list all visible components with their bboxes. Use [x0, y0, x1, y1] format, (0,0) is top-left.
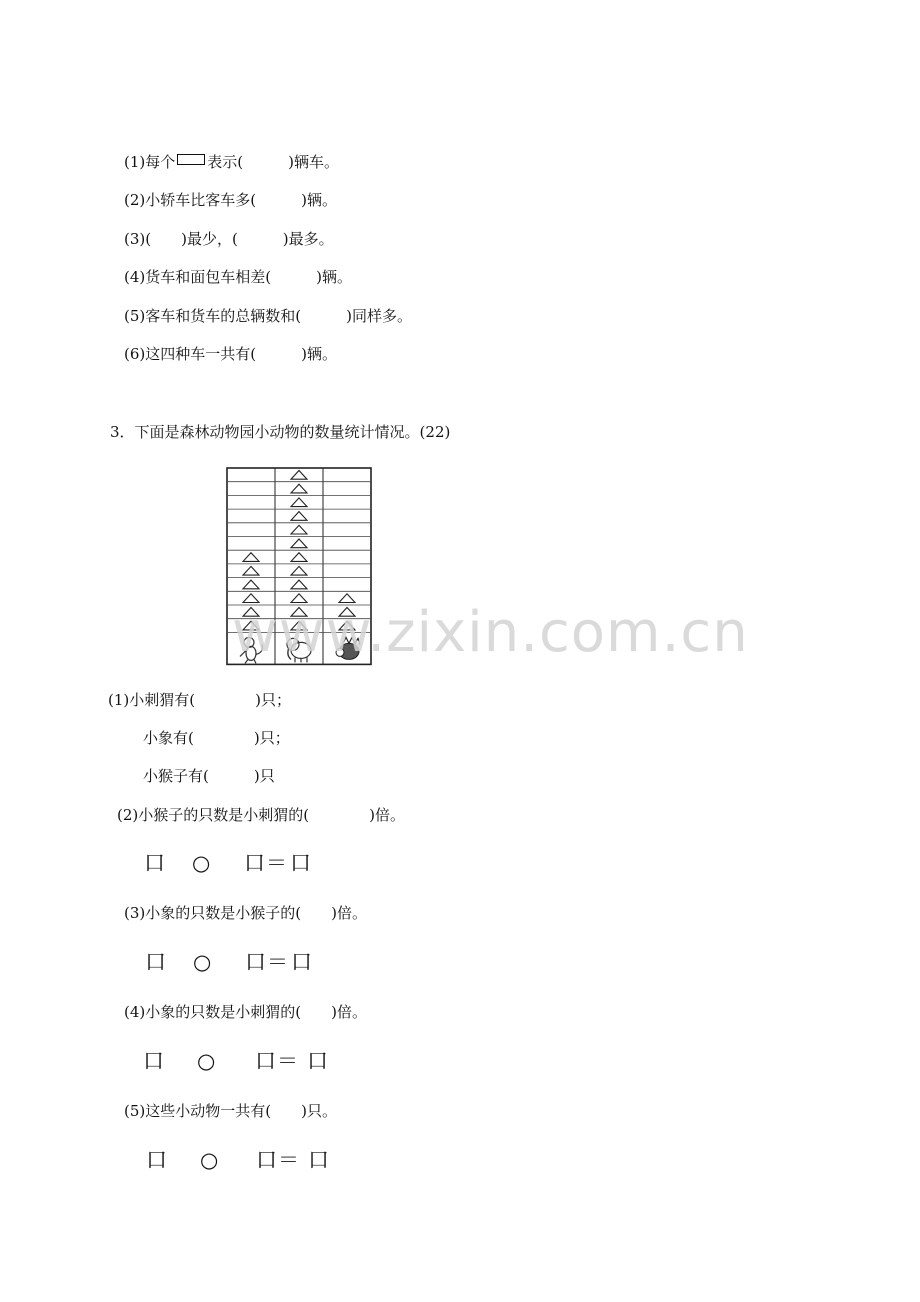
answer-box: 口 [145, 950, 166, 974]
triangle-mark-elephant [291, 580, 307, 589]
section-3-heading: 3．下面是森林动物园小动物的数量统计情况。(22) [110, 423, 451, 441]
answer-box: 口 [244, 851, 265, 875]
triangle-mark-elephant [291, 498, 307, 507]
equation-row-3 [143, 1049, 343, 1075]
answer-box: 口 [146, 1148, 167, 1172]
q1-line [124, 152, 339, 172]
answer-box: 口 [255, 1049, 276, 1073]
triangle-mark-elephant [291, 512, 307, 521]
triangle-mark-elephant [291, 525, 307, 534]
s3-q5: (5)这些小动物一共有( )只。 [124, 1102, 337, 1120]
triangle-mark-elephant [291, 566, 307, 575]
rectangle-symbol-icon [177, 154, 205, 165]
triangle-mark-elephant [291, 471, 307, 480]
operator-circle: ○ [193, 950, 212, 974]
q4-line: (4)货车和面包车相差( )辆。 [124, 268, 352, 286]
triangle-mark-elephant [291, 553, 307, 562]
equation-row-2 [145, 950, 345, 976]
s3-q4: (4)小象的只数是小刺猬的( )倍。 [124, 1003, 367, 1021]
watermark: www.zixin.com.cn [232, 600, 749, 665]
answer-box: 口 [308, 1148, 329, 1172]
equation-row-1 [144, 851, 344, 877]
q1-text-before: (1)每个 [124, 153, 176, 171]
triangle-mark-elephant [291, 484, 307, 493]
operator-circle: ○ [192, 851, 211, 875]
s3-q1a: (1)小刺猬有( )只； [108, 691, 291, 709]
q3-line: (3)( )最少，( )最多。 [124, 230, 334, 248]
equals-sign: ＝ [266, 851, 287, 875]
triangle-mark-monkey [243, 566, 259, 575]
answer-box: 口 [307, 1049, 328, 1073]
q5-line: (5)客车和货车的总辆数和( )同样多。 [124, 307, 412, 325]
answer-box: 口 [143, 1049, 164, 1073]
answer-box: 口 [256, 1148, 277, 1172]
operator-circle: ○ [197, 1049, 216, 1073]
s3-q2: (2)小猴子的只数是小刺猬的( )倍。 [117, 806, 405, 824]
q2-line: (2)小轿车比客车多( )辆。 [124, 191, 337, 209]
s3-q3: (3)小象的只数是小猴子的( )倍。 [124, 904, 367, 922]
s3-q1c: 小猴子有( )只 [143, 767, 275, 785]
q1-text-after: 表示( )辆车。 [207, 153, 339, 171]
equals-sign: ＝ [277, 1049, 298, 1073]
answer-box: 口 [144, 851, 165, 875]
answer-box: 口 [291, 950, 312, 974]
answer-box: 口 [290, 851, 311, 875]
operator-circle: ○ [200, 1148, 219, 1172]
equals-sign: ＝ [267, 950, 288, 974]
answer-box: 口 [245, 950, 266, 974]
triangle-mark-elephant [291, 539, 307, 548]
equals-sign: ＝ [278, 1148, 299, 1172]
s3-q1b: 小象有( )只； [143, 729, 290, 747]
triangle-mark-monkey [243, 553, 259, 562]
q6-line: (6)这四种车一共有( )辆。 [124, 345, 337, 363]
equation-row-4 [146, 1148, 346, 1174]
triangle-mark-monkey [243, 580, 259, 589]
